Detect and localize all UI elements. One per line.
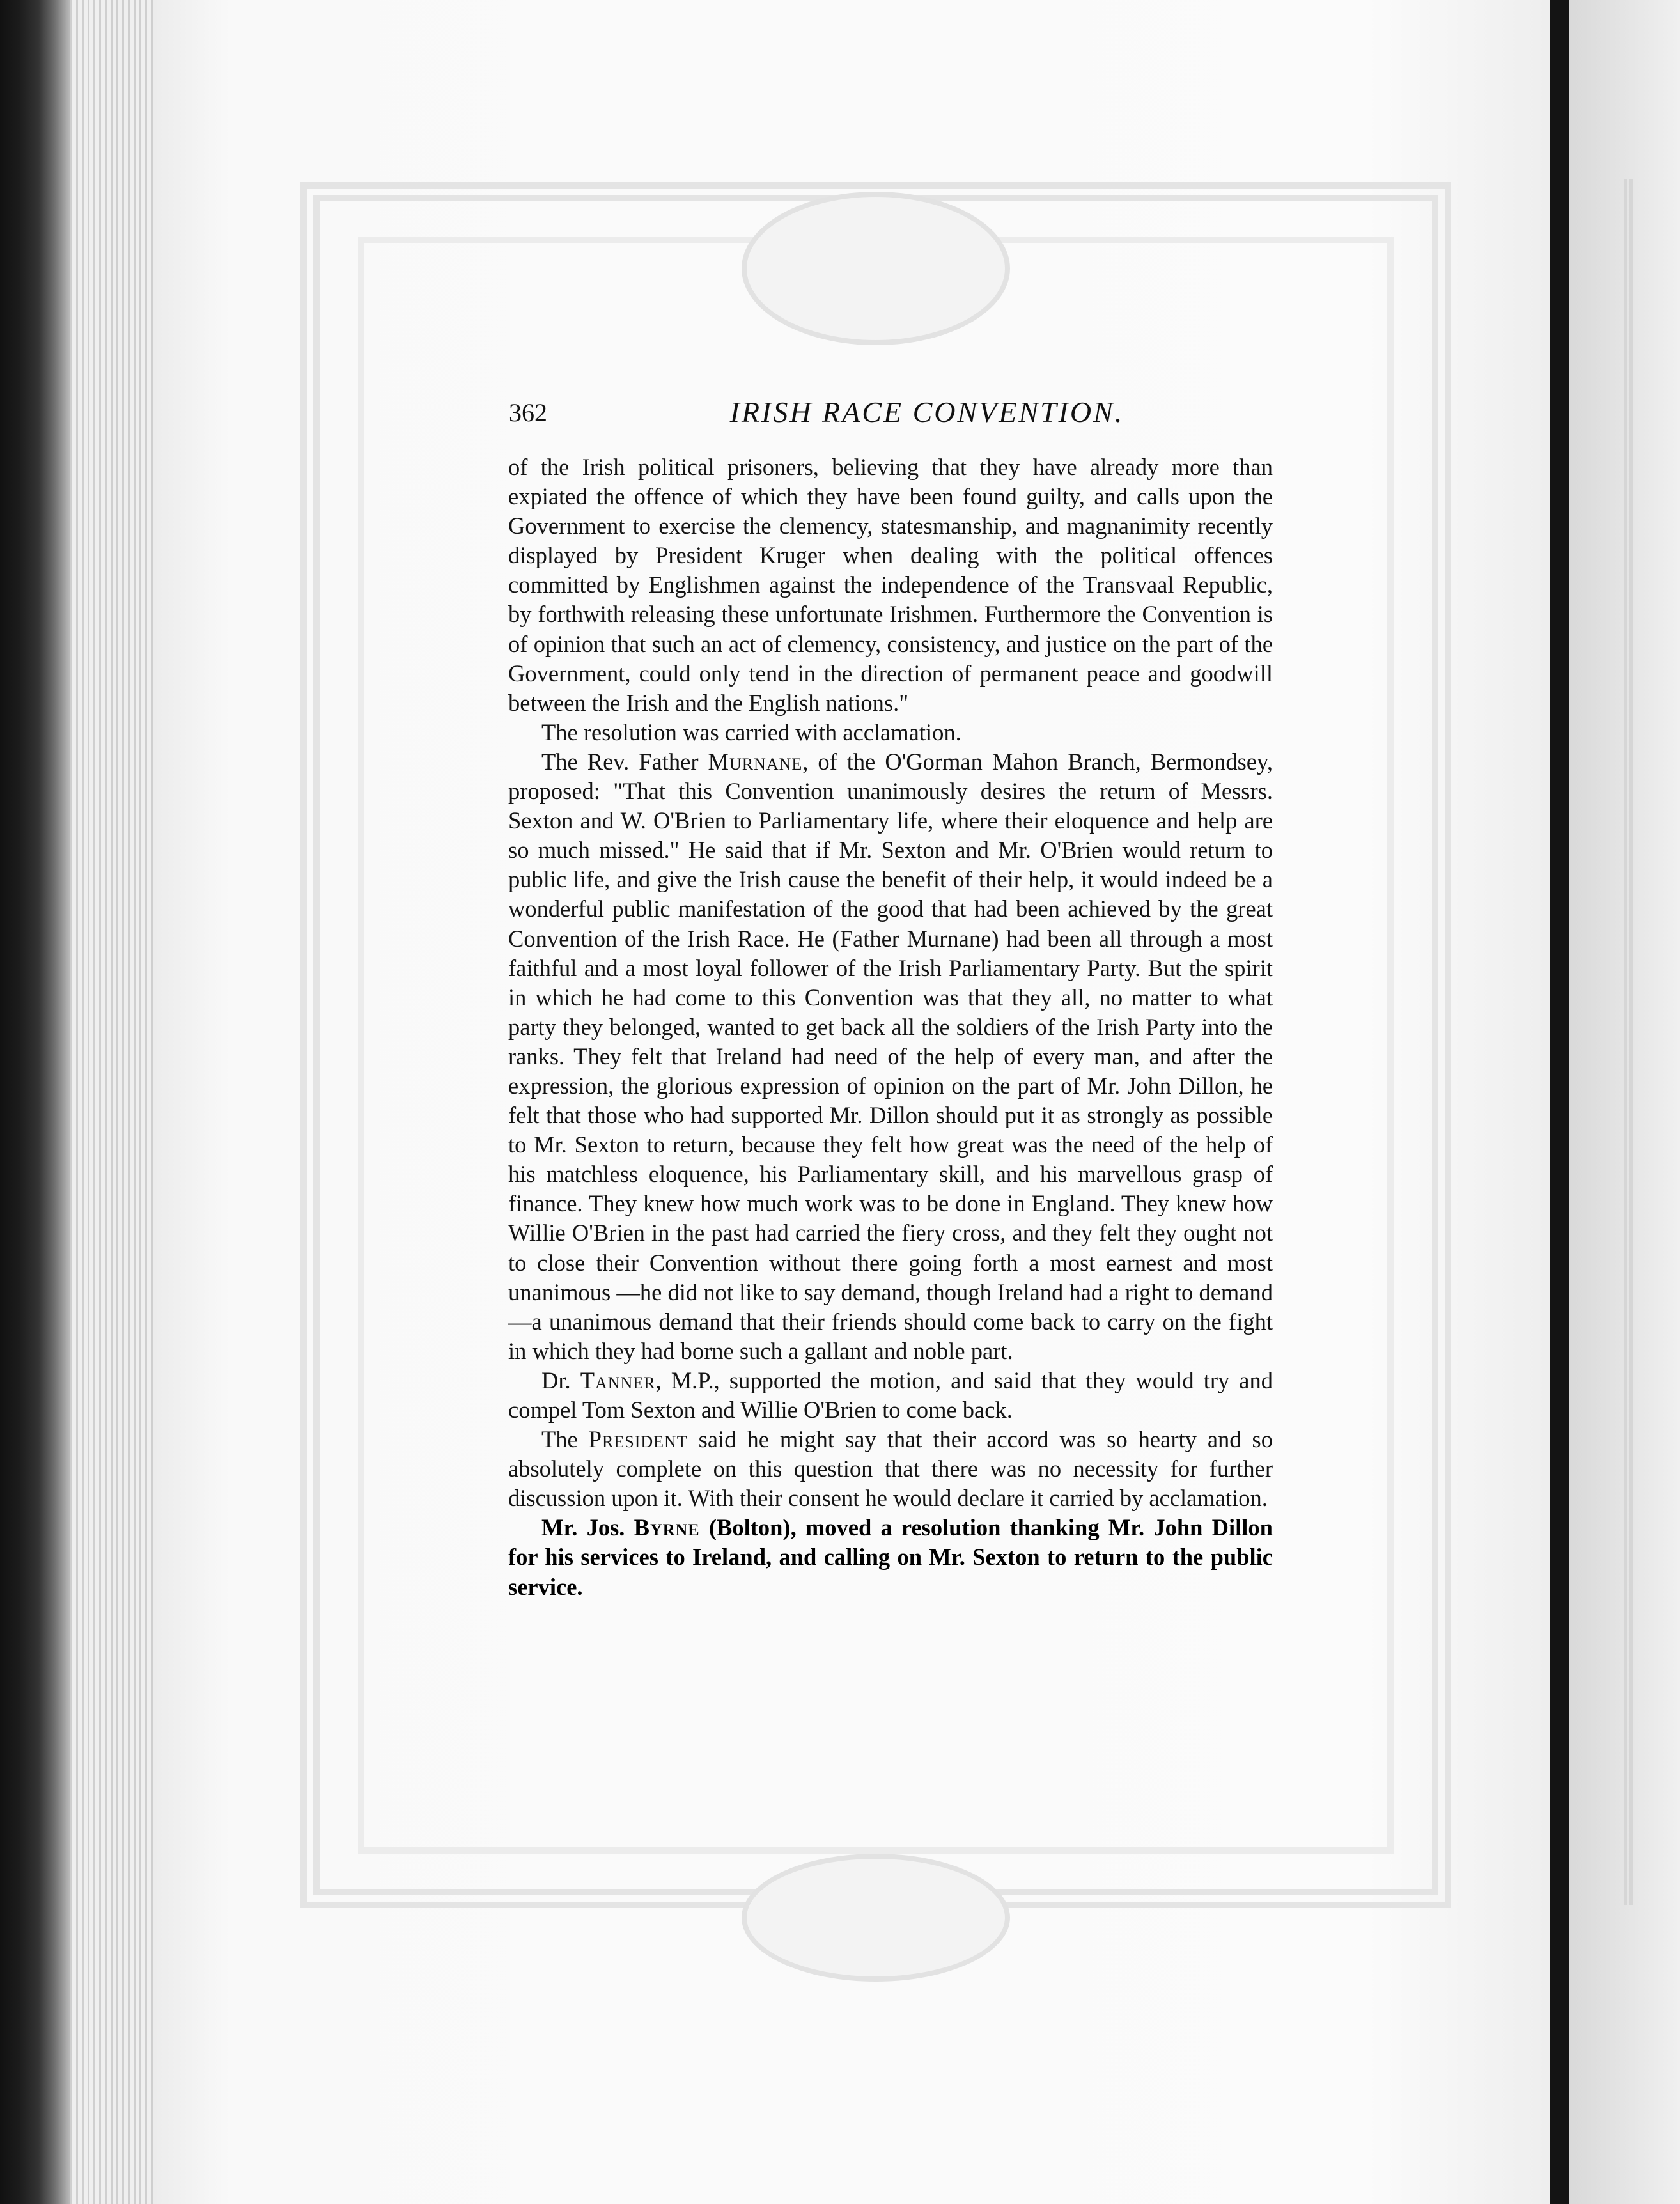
running-head: IRISH RACE CONVENTION.	[729, 396, 1124, 428]
paragraph-murnane	[508, 747, 1273, 1366]
paragraph-text: (Bolton), moved a resolution thanking Mr. John Dillon for his services to Ireland, and calling on Mr. Sexton to return to the public service.	[508, 1514, 1273, 1600]
paragraph-text: said he might say that their accord was so hearty and so absolutely complete on this question that there was no necessity for further discussion upon it. With their consent he would declare it carried by acclamation.	[508, 1426, 1273, 1512]
top-vignette-ornament	[742, 192, 1010, 345]
paragraph-tanner	[508, 1366, 1273, 1425]
page-stack-edges	[70, 0, 153, 2204]
facing-page-ornament	[1624, 179, 1680, 1905]
paragraph-text: , of the O'Gorman Mahon Branch, Bermondsey, proposed: "That this Convention unanimously desires the return of Messrs. Sexton and W. O'Brien to Parliamentary life, where their eloquence and help are so much missed." He said that if Mr. Sexton and Mr. O'Brien would return to public life, and give the Irish cause the benefit of their help, it would indeed be a wonderful public manifestation of the good that had been achieved by the great Convention of the Irish Race. He (Father Murnane) had been all through a most faithful and a most loyal follower of the Irish Parliamentary Party. But the spirit in which he had come to this Convention was that they all, no matter to what party they belonged, wanted to get back all the soldiers of the Irish Party into the ranks. They felt that Ireland had need of the help of every man, and after the expression, the glorious expression of opinion on the part of Mr. John Dillon, he felt that those who had supported Mr. Dillon should put it as strongly as possible to Mr. Sexton to return, because they felt how great was the need of the help of his matchless eloquence, his Parliamentary skill, and his marvellous grasp of finance. They knew how much work was to be done in England. They knew how Willie O'Brien in the past had carried the fiery cross, and they felt they ought not to close their Convention without there going forth a most earnest and most unanimous —he did not like to say demand, though Ireland had a right to demand —a unanimous demand that their friends should come back to carry on the fight in which they had borne such a gallant and noble part.	[508, 748, 1273, 1364]
paragraph-text: The	[541, 1426, 589, 1453]
page-gutter-shadow	[1550, 0, 1569, 2204]
bottom-vignette-ornament	[742, 1854, 1010, 1982]
paragraph-text: The Rev. Father	[541, 748, 708, 775]
speaker-name: President	[588, 1426, 688, 1453]
speaker-name: Tanner	[580, 1367, 656, 1393]
paragraph-resolution-continued: of the Irish political prisoners, believing that they have already more than expiated the offence of which they have been found guilty, and calls upon the Government to exercise the clemency, statesmanship, and magnanimity recently displayed by President Kruger when dealing with the political offences committed by Englishmen against the independence of the Transvaal Republic, by forthwith releasing these unfortunate Irishmen. Furthermore the Convention is of opinion that such an act of clemency, consistency, and justice on the part of the Government, could only tend in the direction of permanent peace and goodwill between the Irish and the English nations."	[508, 454, 1273, 716]
body-text	[508, 453, 1273, 1602]
paragraph-text: Dr.	[541, 1367, 580, 1393]
book-spine	[0, 0, 70, 2204]
paragraph-text: , M.P., supported the motion, and said that they would try and compel Tom Sexton and Willie O'Brien to come back.	[508, 1367, 1273, 1423]
paragraph-text: Mr. Jos.	[541, 1514, 634, 1541]
speaker-name: Byrne	[634, 1514, 700, 1541]
paragraph-carried: The resolution was carried with acclamation.	[541, 718, 961, 745]
speaker-name: Murnane	[708, 748, 803, 775]
paragraph-president	[508, 1425, 1273, 1513]
paragraph-byrne	[508, 1513, 1273, 1601]
page-number: 362	[509, 398, 547, 427]
